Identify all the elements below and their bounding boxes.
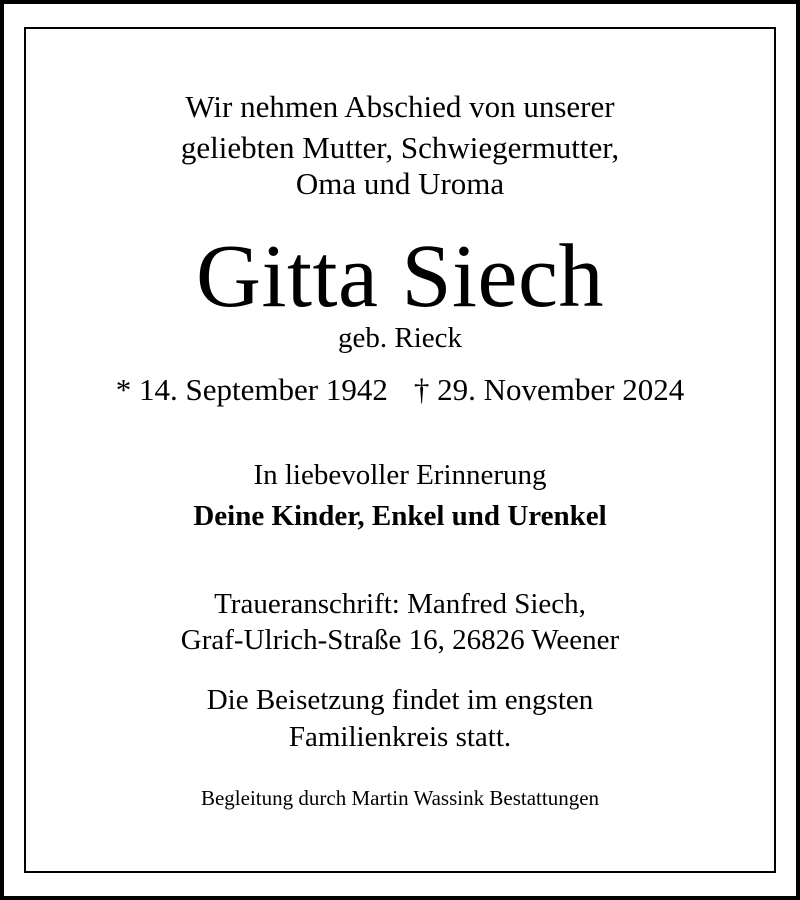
funeral-line-1: Die Beisetzung findet im engsten [206, 684, 594, 716]
deceased-name: Gitta Siech [196, 227, 604, 326]
remembrance-line: In liebevoller Erinnerung [253, 459, 547, 491]
funeral-line-2: Familienkreis statt. [288, 721, 512, 753]
death-date: † 29. November 2024 [413, 372, 685, 407]
address-line-2: Graf-Ulrich-Straße 16, 26826 Weener [180, 624, 620, 656]
undertaker-line: Begleitung durch Martin Wassink Bestattungen [200, 786, 600, 810]
birth-date: * 14. September 1942 [115, 372, 388, 407]
life-dates [0, 374, 800, 405]
family-signature: Deine Kinder, Enkel und Urenkel [193, 500, 607, 532]
address-line-1: Traueranschrift: Manfred Siech, [214, 588, 586, 620]
intro-line-2: geliebten Mutter, Schwiegermutter, [180, 130, 620, 165]
intro-line-3: Oma und Uroma [295, 166, 505, 201]
birth-name: geb. Rieck [337, 322, 462, 354]
intro-line-1: Wir nehmen Abschied von unserer [185, 89, 615, 124]
